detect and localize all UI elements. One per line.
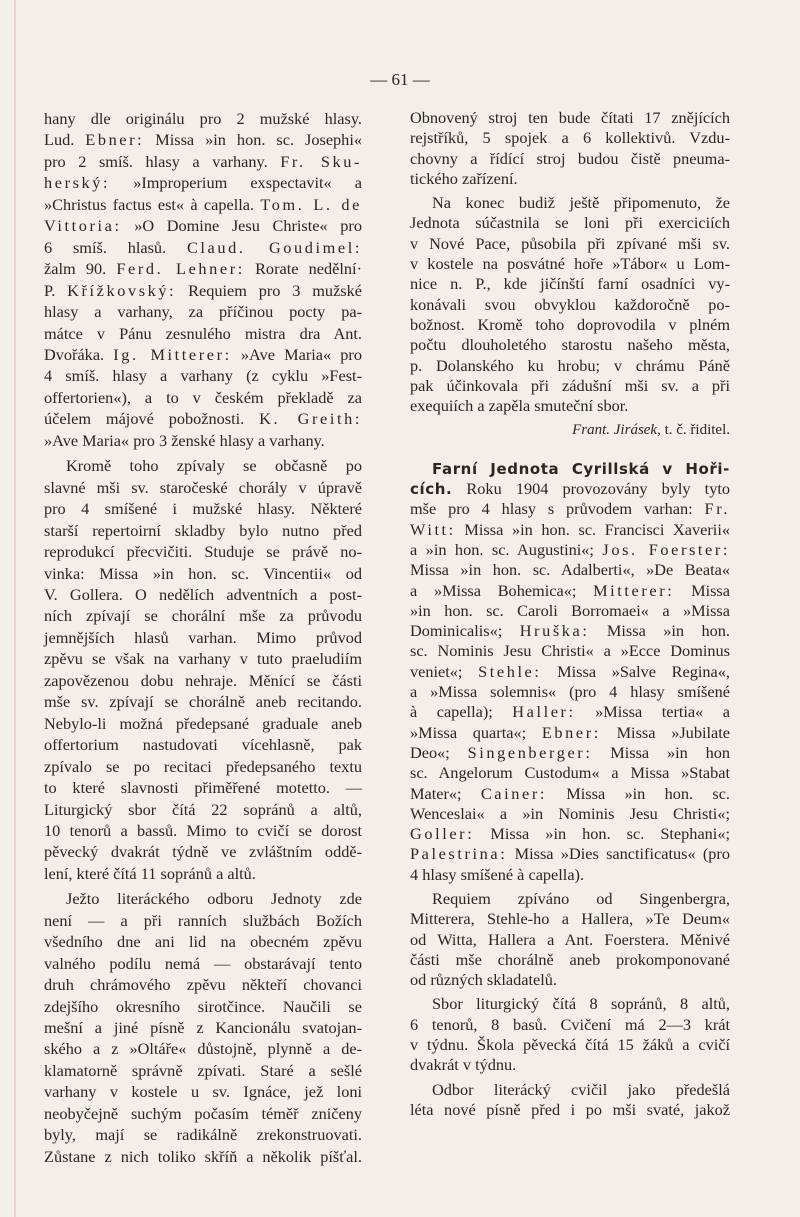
text-line bbox=[44, 498, 362, 519]
text-segment: Kromě toho zpívaly se občasně po bbox=[66, 456, 362, 476]
text-segment: a »in hon. sc. Augustini«; bbox=[410, 539, 603, 559]
text-segment: Missa »Dies sanctificatus« (pro bbox=[507, 844, 730, 864]
text-segment: to které slavnosti přiměřené motetto. — bbox=[44, 778, 362, 798]
text-segment: hlasy a varhany, za příčinou pocty pa- bbox=[44, 302, 362, 322]
text-line bbox=[44, 541, 362, 562]
text-line bbox=[410, 641, 730, 661]
text-line bbox=[44, 455, 362, 476]
text-line bbox=[410, 356, 730, 376]
text-line bbox=[410, 193, 730, 213]
text-segment: Roku 1904 provozovány byly tyto bbox=[452, 479, 730, 499]
text-line bbox=[44, 584, 362, 605]
right-column bbox=[410, 108, 730, 1120]
text-segment: neobyčejně suchým počasím téměř zničeny bbox=[44, 1103, 362, 1123]
text-line bbox=[410, 702, 730, 722]
text-segment: varhany v kostele u sv. Ignáce, jež loni bbox=[44, 1082, 362, 1102]
text-line bbox=[410, 763, 730, 783]
text-line bbox=[44, 996, 362, 1017]
page-edge bbox=[14, 0, 16, 1217]
text-line bbox=[410, 621, 730, 641]
text-segment: klamatorně správně zpívati. Staré a sešlé bbox=[44, 1060, 362, 1080]
composer-name: Stehle: bbox=[478, 661, 542, 681]
text-segment: sc. Nominis Jesu Christi« a »Ecce Dominus bbox=[410, 641, 730, 661]
text-segment: »Missa quarta«; bbox=[410, 722, 542, 742]
text-segment: »in hon. sc. Caroli Borromaei« a »Missa bbox=[410, 600, 730, 620]
text-segment: Nebylo-li možná předepsané graduale aneb bbox=[44, 713, 362, 733]
text-line bbox=[410, 1035, 730, 1055]
text-line bbox=[44, 408, 362, 429]
text-segment: V. Gollera. O nedělích adventních a post- bbox=[44, 584, 362, 604]
text-line bbox=[44, 563, 362, 584]
text-segment: tického zařízení. bbox=[410, 168, 518, 188]
text-line bbox=[44, 344, 362, 365]
text-line bbox=[44, 799, 362, 820]
text-line bbox=[410, 889, 730, 909]
text-segment: Missa »in hon. sc. bbox=[546, 783, 731, 803]
text-segment: Lud. bbox=[44, 130, 86, 150]
text-line bbox=[410, 459, 730, 479]
text-segment: Missa bbox=[674, 580, 730, 600]
text-segment: t. č. řiditel. bbox=[660, 422, 730, 439]
text-segment: starší repertoirní skladby bylo nutno před bbox=[44, 520, 362, 540]
text-line bbox=[44, 194, 362, 215]
composer-name: Fr. bbox=[704, 499, 730, 519]
text-line bbox=[410, 824, 730, 844]
text-segment: zpívalo se po recitaci předepsaného textu bbox=[44, 756, 362, 776]
composer-name: Křížkovský: bbox=[67, 280, 177, 300]
text-segment: druh chrámového zpěvu někteří chovanci bbox=[44, 975, 362, 995]
text-segment: exequiích a zapěla smuteční sbor. bbox=[410, 396, 629, 416]
text-line bbox=[44, 777, 362, 798]
text-segment: počtu dlouholetého starostu našeho města, bbox=[410, 335, 730, 355]
text-segment: Ježto literáckého odboru Jednoty zde bbox=[66, 889, 362, 909]
text-segment: pěvecký dvakrát týdně ve zvláštním oddě- bbox=[44, 842, 362, 862]
text-segment: pak účinkovala při zádušní mši sv. a při bbox=[410, 375, 730, 395]
text-segment: není — a při ranních službách Božích bbox=[44, 910, 362, 930]
text-segment: Missa »Salve Regina«, bbox=[541, 661, 730, 681]
text-segment: Dvořáka. bbox=[44, 344, 114, 364]
text-line bbox=[410, 254, 730, 274]
text-segment: žalm 90. bbox=[44, 259, 117, 279]
text-segment: offertorien«), a to v českém překladě za bbox=[44, 387, 362, 407]
text-line bbox=[410, 499, 730, 519]
text-segment: božnost. Kromě toho doprovodila v plném bbox=[410, 314, 730, 334]
text-line bbox=[44, 691, 362, 712]
text-line bbox=[44, 172, 362, 193]
text-line bbox=[410, 723, 730, 743]
composer-name: Cainer: bbox=[480, 783, 547, 803]
text-line bbox=[44, 387, 362, 408]
text-segment: 4 hlasy smíšené à capella). bbox=[410, 864, 585, 884]
text-line bbox=[410, 560, 730, 580]
text-segment: ského a z »Oltáře« důstojně, plynně a de- bbox=[44, 1039, 362, 1059]
text-line bbox=[44, 477, 362, 498]
text-segment: Jednota súčastnila se loni při exerciciích bbox=[410, 213, 730, 233]
text-segment: Missa »in hon. sc. Josephi« bbox=[144, 130, 362, 150]
text-segment: nice n. P., kde jičínští farní osadníci vy- bbox=[410, 274, 730, 294]
text-line bbox=[44, 1103, 362, 1124]
text-line bbox=[44, 931, 362, 952]
composer-name: Vittoria: bbox=[44, 216, 122, 236]
text-line bbox=[410, 149, 730, 169]
text-segment: P. bbox=[44, 280, 68, 300]
text-segment: pro 2 smíš. hlasy a varhany. bbox=[44, 151, 281, 171]
text-line bbox=[44, 258, 362, 279]
text-line bbox=[410, 295, 730, 315]
text-segment: mešní a jiné písně z Kancionálu svatojan- bbox=[44, 1018, 362, 1038]
text-line bbox=[410, 1080, 730, 1100]
text-segment: vinka: Missa »in hon. sc. Vincentii« od bbox=[44, 563, 362, 583]
text-line bbox=[410, 930, 730, 950]
composer-name: herský: bbox=[44, 173, 111, 193]
text-line bbox=[410, 743, 730, 763]
text-line bbox=[410, 540, 730, 560]
section-heading: Farní Jednota Cyrillská v Hoři- bbox=[432, 459, 730, 478]
text-line bbox=[44, 820, 362, 841]
text-line bbox=[44, 627, 362, 648]
text-segment: valného podílu nemá — obstarávají tento bbox=[44, 953, 362, 973]
text-segment: konávali svou obvyklou každoročně po- bbox=[410, 294, 730, 314]
text-line bbox=[44, 953, 362, 974]
composer-name: Mitterer: bbox=[593, 580, 675, 600]
composer-name: Claud. Goudimel: bbox=[186, 237, 362, 257]
text-line bbox=[410, 804, 730, 824]
text-segment: od různých skladatelů. bbox=[410, 970, 557, 990]
text-segment: Dominicalis«; bbox=[410, 621, 520, 641]
text-line bbox=[44, 323, 362, 344]
text-segment: a »Missa Bohemica«; bbox=[410, 580, 594, 600]
text-segment: části mše chorálně aneb prokomponované bbox=[410, 949, 730, 969]
composer-name: Witt: bbox=[410, 519, 456, 539]
text-line bbox=[410, 169, 730, 189]
text-line bbox=[44, 974, 362, 995]
text-segment: p. Dolanského ku hrobu; v chrámu Páně bbox=[410, 355, 730, 375]
text-line bbox=[44, 301, 362, 322]
composer-name: Fr. Sku- bbox=[280, 151, 362, 171]
text-line bbox=[410, 1015, 730, 1035]
text-line bbox=[410, 909, 730, 929]
text-segment: rejstříků, 5 spojek a 6 kollektivů. Vzdu- bbox=[410, 128, 730, 148]
text-segment: chovny a řídící stroj budou čistě pneuma- bbox=[410, 148, 730, 168]
text-line bbox=[410, 994, 730, 1014]
text-segment: »Missa tertia« a bbox=[575, 702, 731, 722]
text-segment: 10 tenorů a bassů. Mimo to cvičí se dorost bbox=[44, 820, 362, 840]
text-line bbox=[44, 1146, 362, 1167]
text-line bbox=[44, 280, 362, 301]
text-segment: Missa »in hon. bbox=[589, 621, 730, 641]
text-line bbox=[44, 670, 362, 691]
composer-name: K. Greith: bbox=[259, 409, 362, 429]
text-line bbox=[44, 365, 362, 386]
text-segment: reprodukcí přecvičiti. Studuje se právě no- bbox=[44, 542, 362, 562]
text-segment: offertorium nastudovati vícehlasně, pak bbox=[44, 735, 362, 755]
text-segment: Missa »in hon. sc. Adalberti«, »De Beata« bbox=[410, 560, 730, 580]
text-segment: dvakrát v týdnu. bbox=[410, 1055, 517, 1075]
text-line bbox=[44, 605, 362, 626]
text-segment: v kostele na posvátné hoře »Tábor« u Lom- bbox=[410, 254, 730, 274]
text-segment: 6 smíš. hlasů. bbox=[44, 237, 187, 257]
text-segment: Mater«; bbox=[410, 783, 481, 803]
text-line bbox=[410, 601, 730, 621]
text-line bbox=[410, 128, 730, 148]
text-segment: v Nové Pace, působila při zpívané mši sv. bbox=[410, 233, 730, 253]
text-segment: byly, mají se radikálně zrekonstruovati. bbox=[44, 1125, 362, 1145]
composer-name: Palestrina: bbox=[410, 844, 508, 864]
text-line bbox=[44, 863, 362, 884]
text-segment: Requiem zpíváno od Singenbergra, bbox=[432, 888, 730, 908]
text-segment: a »Missa solemnis« (pro 4 hlasy smíšené bbox=[410, 682, 730, 702]
text-segment: »Christus factus est« à capella. bbox=[44, 194, 261, 214]
text-segment: hany dle originálu pro 2 mužské hlasy. bbox=[44, 109, 362, 128]
left-column bbox=[44, 108, 362, 1167]
text-line bbox=[44, 1081, 362, 1102]
composer-name: Ferd. Lehner: bbox=[116, 259, 245, 279]
text-line bbox=[410, 950, 730, 970]
text-line bbox=[410, 396, 730, 416]
composer-name: Haller: bbox=[512, 702, 576, 722]
text-line bbox=[44, 129, 362, 150]
text-segment: jemnějších hlasů varhan. Mimo průvod bbox=[44, 627, 362, 647]
text-segment: »O Domine Jesu Christe« pro bbox=[121, 216, 362, 236]
text-segment: Zůstane z nich toliko skříň a několik píšťal. bbox=[44, 1146, 362, 1166]
text-line bbox=[44, 215, 362, 236]
text-line bbox=[410, 865, 730, 885]
text-segment: à capella); bbox=[410, 702, 513, 722]
text-line bbox=[410, 335, 730, 355]
text-segment: Missa »in hon. sc. Francisci Xaverii« bbox=[455, 519, 730, 539]
composer-name: Ebner: bbox=[85, 130, 145, 150]
text-line bbox=[410, 479, 730, 499]
text-line bbox=[410, 274, 730, 294]
text-segment: mše sv. zpívají se chorálně aneb recitando. bbox=[44, 692, 362, 712]
text-segment: všedního dne ani lid na obecném zpěvu bbox=[44, 932, 362, 952]
composer-name: Ebner: bbox=[541, 722, 601, 742]
text-line bbox=[410, 682, 730, 702]
text-line bbox=[410, 970, 730, 990]
text-line bbox=[44, 841, 362, 862]
text-segment: od Witta, Hallera a Ant. Foerstera. Měnivé bbox=[410, 929, 730, 949]
page-number: — 61 — bbox=[370, 70, 430, 89]
text-line bbox=[44, 237, 362, 258]
text-line bbox=[44, 430, 362, 451]
text-segment: Mitterera, Stehle-ho a Hallera, »Te Deum« bbox=[410, 909, 730, 929]
text-segment: Requiem pro 3 mužské bbox=[176, 280, 363, 300]
composer-name: Jos. Foerster: bbox=[602, 539, 730, 559]
text-segment: Deo«; bbox=[410, 742, 468, 762]
text-line bbox=[410, 520, 730, 540]
text-line bbox=[44, 520, 362, 541]
text-line bbox=[44, 1017, 362, 1038]
text-line bbox=[410, 1100, 730, 1120]
text-segment: Liturgický sbor čítá 22 sopránů a altů, bbox=[44, 799, 362, 819]
text-line bbox=[44, 713, 362, 734]
text-line bbox=[44, 734, 362, 755]
text-segment: veniet«; bbox=[410, 661, 479, 681]
text-segment: Wenceslai« a »in Nominis Jesu Christi«; bbox=[410, 803, 730, 823]
text-segment: zdejšího okresního sirotčince. Naučili se bbox=[44, 996, 362, 1016]
text-segment: v týdnu. Škola pěvecká čítá 15 žáků a cvičí bbox=[410, 1035, 730, 1055]
text-segment: »Ave Maria« pro 3 ženské hlasy a varhany. bbox=[44, 430, 325, 450]
text-segment: léta nové písně před i po mši svaté, jakož bbox=[410, 1099, 730, 1119]
text-line bbox=[410, 662, 730, 682]
text-segment: mše pro 4 hlasy s průvodem varhan: bbox=[410, 499, 705, 519]
text-line bbox=[410, 213, 730, 233]
text-segment: slavné mši sv. staročeské chorály v úpravě bbox=[44, 477, 362, 497]
composer-name: Goller: bbox=[410, 824, 475, 844]
composer-name: Ig. Mitterer: bbox=[113, 344, 232, 364]
author-name: Frant. Jirásek, bbox=[572, 422, 661, 439]
text-segment: sc. Angelorum Custodum« a Missa »Stabat bbox=[410, 763, 730, 783]
text-segment: 4 smíš. hlasy a varhany (z cyklu »Fest- bbox=[44, 366, 362, 386]
text-line bbox=[44, 648, 362, 669]
text-line bbox=[410, 1055, 730, 1075]
text-segment: pro 4 smíšené i mužské hlasy. Některé bbox=[44, 499, 362, 519]
text-line bbox=[410, 315, 730, 335]
text-segment: ních zpívají se chorální mše za průvodu bbox=[44, 606, 362, 626]
text-line bbox=[410, 844, 730, 864]
text-segment: Missa »in hon. sc. Stephani«; bbox=[474, 824, 730, 844]
text-segment: Odbor literácký cvičil jako předešlá bbox=[432, 1079, 730, 1099]
text-line bbox=[44, 1060, 362, 1081]
composer-name: Tom. L. de bbox=[260, 194, 362, 214]
text-line bbox=[410, 108, 730, 128]
text-line bbox=[44, 1124, 362, 1145]
text-line bbox=[410, 376, 730, 396]
text-line bbox=[44, 756, 362, 777]
text-line bbox=[44, 1038, 362, 1059]
text-segment: Rorate nedělní· bbox=[244, 259, 362, 279]
text-line bbox=[410, 581, 730, 601]
text-segment: zapovězenou dobu nehraje. Měnící se části bbox=[44, 670, 362, 690]
text-segment: mátce v Pánu zesnulého mistra dra Ant. bbox=[44, 323, 362, 343]
text-segment: Obnovený stroj ten bude čítati 17 znějících bbox=[410, 108, 730, 127]
text-segment: »Ave Maria« pro bbox=[231, 344, 362, 364]
text-segment: 6 tenorů, 8 basů. Cvičení má 2—3 krát bbox=[410, 1014, 730, 1034]
section-heading: cích. bbox=[410, 480, 453, 499]
text-line bbox=[44, 910, 362, 931]
text-line bbox=[410, 784, 730, 804]
composer-name: Singenberger: bbox=[467, 742, 593, 762]
composer-name: Hruška: bbox=[519, 621, 590, 641]
text-line bbox=[44, 888, 362, 909]
text-segment: Na konec budiž ještě připomenuto, že bbox=[432, 193, 730, 213]
text-segment: lení, které čítá 11 sopránů a altů. bbox=[44, 863, 256, 883]
text-segment: účelem májové pobožnosti. bbox=[44, 409, 260, 429]
text-line bbox=[44, 108, 362, 129]
text-line bbox=[410, 234, 730, 254]
text-line bbox=[44, 151, 362, 172]
signature bbox=[410, 420, 730, 440]
text-segment: zpěvu se však na varhany v tuto praeludiím bbox=[44, 649, 362, 669]
text-segment: Missa »in hon bbox=[592, 742, 731, 762]
text-segment: Sbor liturgický čítá 8 sopránů, 8 altů, bbox=[432, 994, 730, 1014]
text-segment: Missa »Jubilate bbox=[600, 722, 730, 742]
text-segment: »Improperium exspectavit« a bbox=[110, 173, 362, 193]
